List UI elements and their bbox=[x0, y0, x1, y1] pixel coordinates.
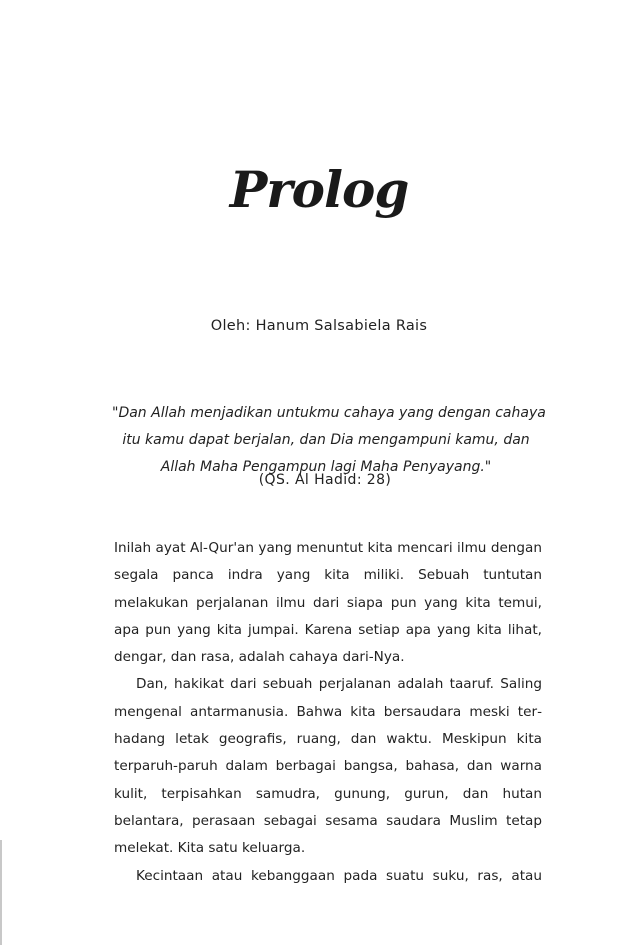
body-text bbox=[114, 535, 542, 890]
quote-line: itu kamu dapat berjalan, dan Dia mengampuni kamu, dan bbox=[122, 432, 530, 448]
epigraph-quote bbox=[112, 400, 546, 481]
author-line: Oleh: Hanum Salsabiela Rais bbox=[210, 318, 428, 334]
paragraph: Dan, hakikat dari sebuah perjalanan adalah taaruf. Saling mengenal antarmanusia. Bahwa kita bersaudara meski terhadang letak geografis, ruang, dan waktu. Meskipun kita terparuh-paruh dalam berbagai bangsa, bahasa, dan warna kulit, terpisahkan samudra, gunung, gurun, dan hutan belantara, perasaan sebagai sesama saudara Muslim tetap melekat. Kita satu keluarga. bbox=[114, 676, 542, 857]
paragraph: Inilah ayat Al-Qur'an yang menuntut kita mencari ilmu dengan segala panca indra yang kita miliki. Sebuah tuntutan melakukan perjalanan ilmu dari siapa pun yang kita temui, apa pun yang kita jumpai. Karena setiap apa yang kita lihat, dengar, dan rasa, adalah cahaya dari-Nya. bbox=[114, 540, 542, 666]
paragraph: Kecintaan atau kebanggaan pada suatu suku, ras, atau bbox=[136, 867, 542, 884]
chapter-title: Prolog bbox=[229, 160, 409, 219]
quote-line: "Dan Allah menjadikan untukmu cahaya yang dengan cahaya bbox=[112, 405, 546, 421]
quote-citation: (QS. Al Hadid: 28) bbox=[258, 472, 392, 488]
quote-line: Allah Maha Pengampun lagi Maha Penyayang." bbox=[160, 459, 492, 475]
page-edge-shadow bbox=[0, 840, 2, 945]
